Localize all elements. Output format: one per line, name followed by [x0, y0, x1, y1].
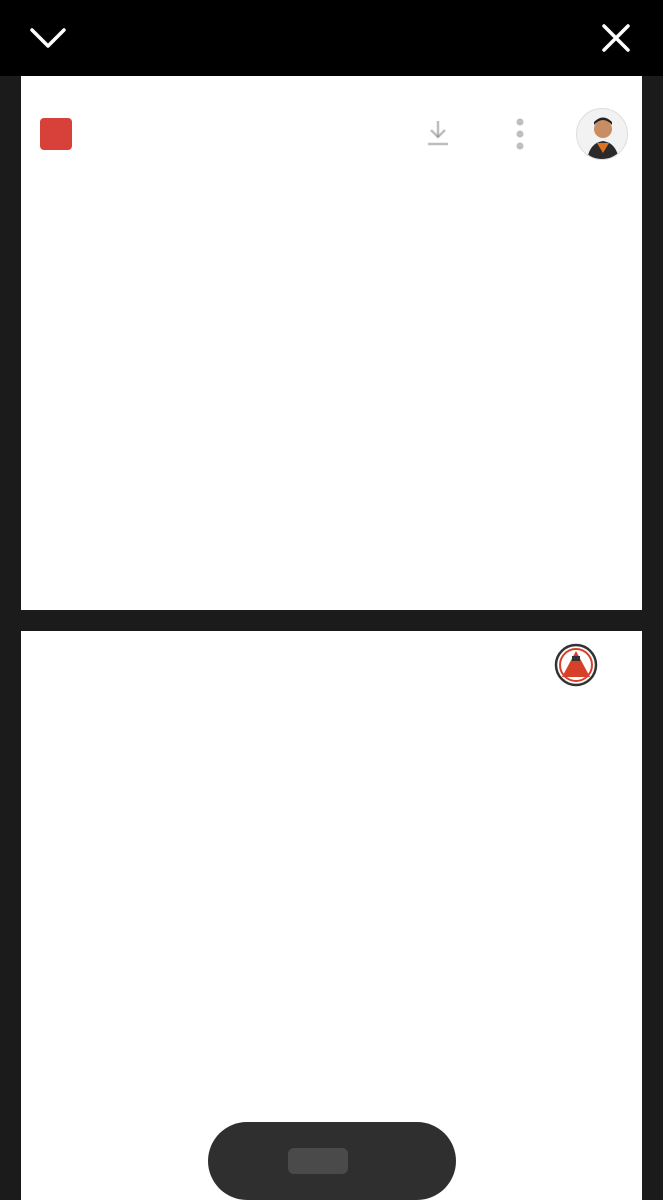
collapse-chevron-icon[interactable]	[26, 18, 70, 58]
pdf-page-2	[21, 76, 642, 610]
pdf-file-icon	[40, 118, 72, 150]
profile-avatar[interactable]	[576, 108, 628, 160]
page-navigator	[208, 1122, 456, 1200]
brand-logo-icon	[554, 643, 598, 687]
current-page-input[interactable]	[288, 1148, 348, 1174]
top-bar	[0, 0, 663, 76]
close-icon[interactable]	[596, 18, 636, 58]
pdf-page-3	[21, 631, 642, 1200]
more-options-icon[interactable]	[513, 118, 527, 150]
download-icon[interactable]	[423, 118, 453, 148]
